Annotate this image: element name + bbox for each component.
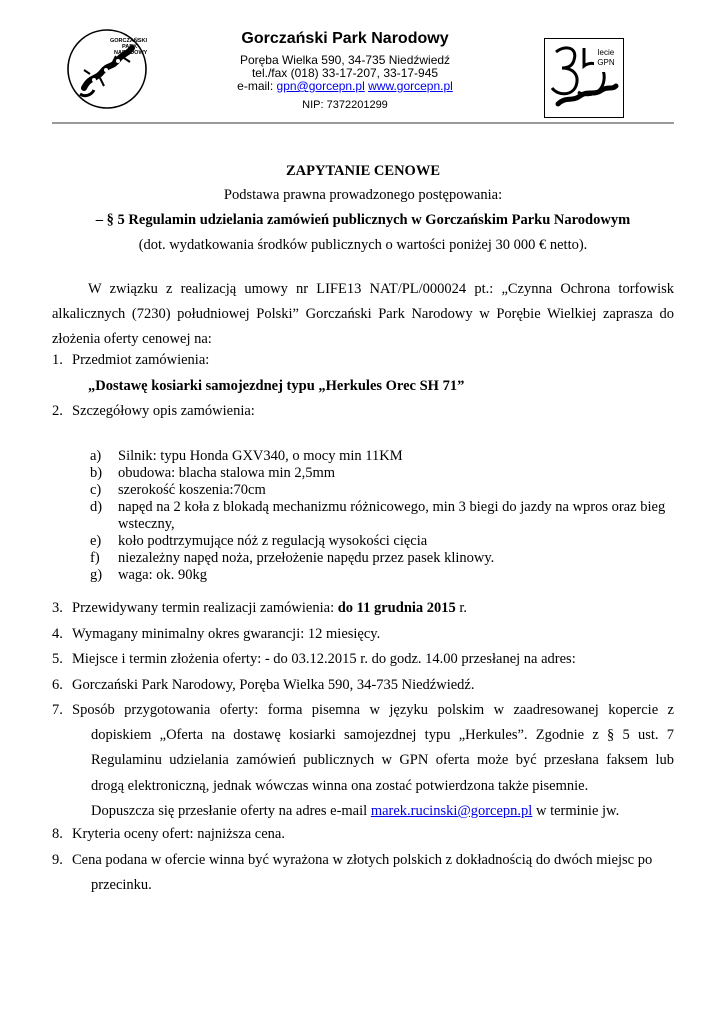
item-4-number: 4. bbox=[52, 626, 63, 642]
item-7-line-4: drogą elektroniczną, jednak wówczas winna ona zostać potwierdzona także pisemnie. bbox=[91, 778, 589, 794]
item-9 bbox=[52, 852, 652, 869]
contact-email-link[interactable]: marek.rucinski@gorcepn.pl bbox=[370, 803, 533, 819]
item-8-number: 8. bbox=[52, 826, 63, 842]
item-6-text: Gorczański Park Narodowy, Poręba Wielka 590, 34-735 Niedźwiedź. bbox=[72, 677, 475, 693]
org-nip: NIP: 7372201299 bbox=[302, 99, 388, 111]
email-link[interactable]: gpn@gorcepn.pl bbox=[276, 79, 365, 93]
item-2 bbox=[52, 403, 255, 420]
item-7-line-5 bbox=[91, 799, 674, 824]
intro-text: W związku z realizacją umowy nr LIFE13 NAT/PL/000024 pt.: „Czynna Ochrona torfowisk alkalicznych (7230) południowej Polski” Gorczański Park Narodowy w Porębie Wielkiej zaprasza do złożenia oferty cenowej na: bbox=[52, 281, 674, 347]
order-subject: „Dostawę kosiarki samojezdnej typu „Herkules Orec SH 71” bbox=[88, 378, 465, 394]
spec-text: obudowa: blacha stalowa min 2,5mm bbox=[118, 465, 336, 481]
item-7-email-suffix: w terminie jw. bbox=[532, 803, 620, 819]
spec-letter: f) bbox=[90, 550, 100, 566]
item-7 bbox=[52, 702, 674, 719]
spec-continuation: wsteczny, bbox=[118, 516, 175, 532]
org-contact bbox=[150, 79, 540, 93]
item-1 bbox=[52, 352, 209, 369]
item-9-number: 9. bbox=[52, 852, 63, 868]
header-divider bbox=[52, 122, 674, 124]
spec-letter: a) bbox=[90, 448, 102, 464]
logo-text-3: NARODOWY bbox=[114, 50, 148, 56]
item-7-line-1: Sposób przygotowania oferty: forma pisemna w języku polskim w zaadresowanej kopercie z bbox=[72, 702, 674, 718]
item-3-text: Przewidywany termin realizacji zamówienia: bbox=[72, 600, 338, 616]
spec-letter: d) bbox=[90, 499, 103, 515]
item-3-suffix: r. bbox=[455, 600, 468, 616]
spec-letter: c) bbox=[90, 482, 102, 498]
item-5-number: 5. bbox=[52, 651, 63, 667]
item-7-line-2: dopiskiem „Oferta na dostawę kosiarki samojezdnej typu „Herkules”. Zgodnie z § 5 ust. 7 bbox=[91, 727, 674, 743]
spec-text: waga: ok. 90kg bbox=[118, 567, 207, 583]
item-6 bbox=[52, 677, 474, 694]
anniversary-text-1: lecie bbox=[597, 48, 615, 57]
item-9-text: Cena podana w ofercie winna być wyrażona w złotych polskich z dokładnością do dwóch miejsc po bbox=[72, 852, 653, 868]
item-8 bbox=[52, 826, 285, 843]
item-4-text: Wymagany minimalny okres gwarancji: 12 miesięcy. bbox=[72, 626, 381, 642]
logo-text-1: GORCZAŃSKI bbox=[110, 38, 147, 44]
spec-text: niezależny napęd noża, przełożenie napędu przez pasek klinowy. bbox=[118, 550, 495, 566]
value-note: (dot. wydatkowania środków publicznych o wartości poniżej 30 000 € netto). bbox=[138, 237, 588, 253]
item-8-text: Kryteria oceny ofert: najniższa cena. bbox=[72, 826, 285, 842]
email-prefix: e-mail: bbox=[237, 79, 277, 93]
spec-text: Silnik: typu Honda GXV340, o mocy min 11KM bbox=[118, 448, 403, 464]
spec-letter: g) bbox=[90, 567, 103, 583]
spec-letter: b) bbox=[90, 465, 103, 481]
anniversary-logo bbox=[544, 38, 624, 118]
item-7-number: 7. bbox=[52, 702, 63, 718]
item-5 bbox=[52, 651, 576, 668]
legal-basis: Podstawa prawna prowadzonego postępowania: bbox=[223, 187, 503, 203]
spec-text: koło podtrzymujące nóż z regulacją wysokości cięcia bbox=[118, 533, 428, 549]
org-address: Poręba Wielka 590, 34-735 Niedźwiedź bbox=[239, 53, 451, 67]
item-3-deadline: do 11 grudnia 2015 bbox=[337, 600, 456, 616]
item-1-text: Przedmiot zamówienia: bbox=[72, 352, 210, 368]
item-2-text: Szczegółowy opis zamówienia: bbox=[72, 403, 255, 419]
spec-text: szerokość koszenia:70cm bbox=[118, 482, 266, 498]
item-1-number: 1. bbox=[52, 352, 63, 368]
item-6-number: 6. bbox=[52, 677, 63, 693]
item-3-number: 3. bbox=[52, 600, 63, 616]
item-2-number: 2. bbox=[52, 403, 63, 419]
spec-letter: e) bbox=[90, 533, 102, 549]
website-link[interactable]: www.gorcepn.pl bbox=[368, 79, 453, 93]
intro-paragraph bbox=[52, 277, 674, 352]
document-title: ZAPYTANIE CENOWE bbox=[285, 163, 440, 179]
legal-paragraph: – § 5 Regulamin udzielania zamówień publicznych w Gorczańskim Parku Narodowym bbox=[95, 212, 631, 228]
anniversary-text-2: GPN bbox=[597, 58, 615, 67]
logo-text-2: PARK bbox=[122, 44, 138, 50]
org-name: Gorczański Park Narodowy bbox=[241, 30, 449, 47]
item-4 bbox=[52, 626, 380, 643]
org-phone: tel./fax (018) 33-17-207, 33-17-945 bbox=[251, 66, 439, 80]
item-9-line-2: przecinku. bbox=[91, 877, 152, 893]
item-5-text: Miejsce i termin złożenia oferty: - do 03.12.2015 r. do godz. 14.00 przesłanej na adres: bbox=[72, 651, 576, 667]
item-7-line-3: Regulaminu udzielania zamówień publicznych w GPN oferta może być przesłana faksem lub bbox=[91, 752, 674, 768]
item-7-email-text: Dopuszcza się przesłanie oferty na adres e-mail bbox=[91, 803, 371, 819]
spec-text: napęd na 2 koła z blokadą mechanizmu różnicowego, min 3 biegi do jazdy na wpros oraz bieg bbox=[118, 499, 666, 515]
park-logo bbox=[66, 28, 148, 110]
item-3 bbox=[52, 600, 467, 617]
